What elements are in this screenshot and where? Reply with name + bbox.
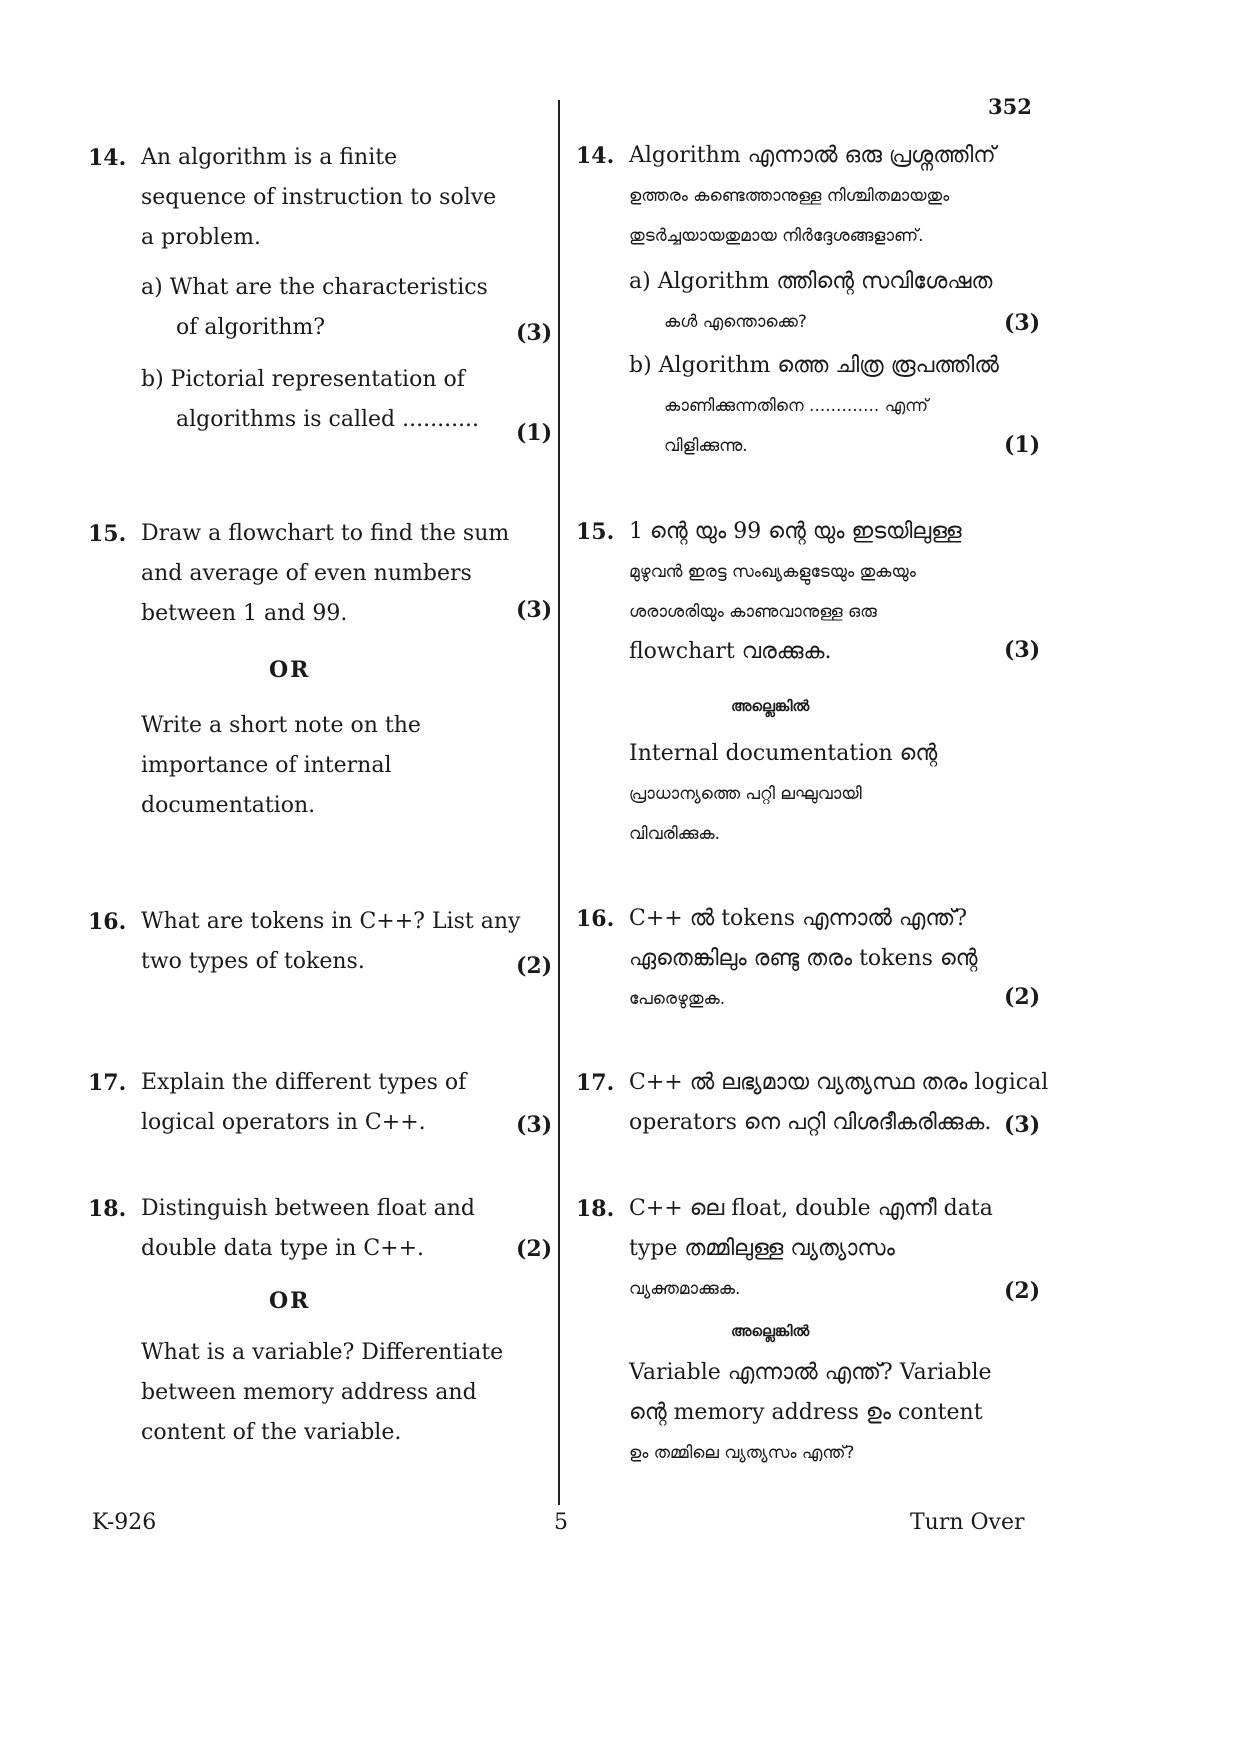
or-label: OR	[269, 1288, 311, 1314]
question-text: double data type in C++.	[141, 1236, 425, 1261]
question-text: Draw a flowchart to find the sum	[141, 521, 510, 546]
question-text: മുഴുവൻ ഇരട്ട സംഖ്യകളുടേയും തുകയും	[629, 562, 916, 582]
footer-page-number: 5	[554, 1510, 568, 1535]
question-text: flowchart വരക്കുക.	[629, 639, 832, 664]
or-label: OR	[269, 657, 311, 683]
marks: (2)	[516, 1236, 553, 1262]
alternative-text: പ്രാധാന്യത്തെ പറ്റി ലഘുവായി	[629, 784, 862, 804]
question-15-ml	[576, 512, 996, 854]
marks: (3)	[516, 320, 553, 346]
alternative-text: ഉം തമ്മിലെ വ്യത്യസം എന്ത്?	[629, 1443, 855, 1463]
marks: (2)	[516, 953, 553, 979]
turn-over-label: Turn Over	[910, 1510, 1025, 1535]
marks: (3)	[1004, 310, 1041, 336]
question-text: logical operators in C++.	[141, 1110, 426, 1135]
or-label: അല്ലെങ്കിൽ	[731, 1322, 810, 1340]
subquestion-a: a) Algorithm ത്തിന്റെ സവിശേഷത	[629, 269, 993, 294]
alternative-text: importance of internal	[141, 753, 392, 778]
alternative-text: Internal documentation ന്റെ	[629, 741, 938, 766]
question-text: പേരെഴുതുക.	[629, 989, 726, 1009]
question-number: 17.	[88, 1070, 127, 1096]
question-text: Explain the different types of	[141, 1070, 467, 1095]
question-text: Distinguish between float and	[141, 1196, 475, 1221]
marks: (1)	[516, 420, 553, 446]
question-text: ഏതെങ്കിലും രണ്ടു തരം tokens ന്റെ	[629, 946, 978, 971]
question-text: C++ ൽ tokens എന്നാൽ എന്ത്?	[629, 906, 968, 931]
or-label: അല്ലെങ്കിൽ	[731, 697, 810, 715]
subquestion-b: algorithms is called ...........	[176, 407, 480, 432]
question-number: 18.	[576, 1196, 615, 1222]
question-17-en	[88, 1063, 488, 1143]
question-text: ഉത്തരം കണ്ടെത്താനുള്ള നിശ്ചിതമായതും	[629, 186, 950, 206]
marks: (3)	[516, 1112, 553, 1138]
subquestion-b: b) Algorithm ത്തെ ചിത്ര രൂപത്തിൽ	[629, 353, 999, 378]
subquestion-b: കാണിക്കുന്നതിനെ ............. എന്ന്	[664, 396, 929, 416]
question-number: 15.	[576, 519, 615, 545]
question-number: 18.	[88, 1196, 127, 1222]
question-text: between 1 and 99.	[141, 601, 348, 626]
page-number: 352	[988, 94, 1032, 119]
marks: (1)	[1004, 432, 1041, 458]
question-text: 1 ന്റെ യും 99 ന്റെ യും ഇടയിലുള്ള	[629, 519, 962, 544]
marks: (3)	[1004, 637, 1041, 663]
question-16-ml	[576, 899, 996, 1019]
question-number: 14.	[576, 143, 615, 169]
question-text: What are tokens in C++? List any	[141, 909, 521, 934]
question-number: 14.	[88, 145, 127, 171]
question-number: 15.	[88, 521, 127, 547]
alternative-text: content of the variable.	[141, 1420, 402, 1445]
question-14-ml	[576, 136, 999, 466]
subquestion-b: b) Pictorial representation of	[141, 367, 465, 392]
alternative-text: Write a short note on the	[141, 713, 421, 738]
marks: (2)	[1004, 1278, 1041, 1304]
question-17-ml	[576, 1063, 1049, 1143]
question-text: Algorithm എന്നാൽ ഒരു പ്രശ്നത്തിന്	[629, 143, 996, 168]
subquestion-b: വിളിക്കുന്നു.	[664, 436, 748, 456]
paper-code: K-926	[92, 1510, 157, 1535]
question-text: a problem.	[141, 225, 261, 250]
question-15-en	[88, 514, 510, 826]
question-text: sequence of instruction to solve	[141, 185, 497, 210]
question-text: operators നെ പറ്റി വിശദീകരിക്കുക.	[629, 1110, 992, 1135]
alternative-text: documentation.	[141, 793, 316, 818]
subquestion-a: of algorithm?	[176, 315, 326, 340]
marks: (3)	[1004, 1112, 1041, 1138]
question-number: 17.	[576, 1070, 615, 1096]
subquestion-a: കൾ എന്തൊക്കെ?	[664, 312, 807, 332]
alternative-text: between memory address and	[141, 1380, 477, 1405]
alternative-text: വിവരിക്കുക.	[629, 824, 721, 844]
alternative-text: ന്റെ memory address ഉം content	[629, 1400, 983, 1425]
alternative-text: Variable എന്നാൽ എന്ത്? Variable	[629, 1360, 992, 1385]
marks: (2)	[1004, 984, 1041, 1010]
question-text: two types of tokens.	[141, 949, 365, 974]
alternative-text: What is a variable? Differentiate	[141, 1340, 504, 1365]
question-text: ശരാശരിയും കാണുവാനുള്ള ഒരു	[629, 602, 877, 622]
question-14-en	[88, 138, 497, 440]
question-text: An algorithm is a finite	[141, 145, 398, 170]
question-18-en	[88, 1189, 504, 1453]
question-text: വ്യക്തമാക്കുക.	[629, 1279, 741, 1299]
column-divider	[558, 100, 560, 1505]
question-18-ml	[576, 1189, 996, 1473]
question-number: 16.	[576, 906, 615, 932]
question-text: type തമ്മിലുള്ള വ്യത്യാസം	[629, 1236, 895, 1261]
question-text: C++ ൽ ലഭ്യമായ വ്യത്യസ്ഥ തരം logical	[629, 1070, 1049, 1095]
question-text: C++ ലെ float, double എന്നീ data	[629, 1196, 993, 1221]
marks: (3)	[516, 597, 553, 623]
subquestion-a: a) What are the characteristics	[141, 275, 488, 300]
question-text: and average of even numbers	[141, 561, 472, 586]
question-number: 16.	[88, 909, 127, 935]
question-16-en	[88, 902, 521, 982]
question-text: തുടർച്ചയായതുമായ നിർദ്ദേശങ്ങളാണ്.	[629, 226, 924, 246]
